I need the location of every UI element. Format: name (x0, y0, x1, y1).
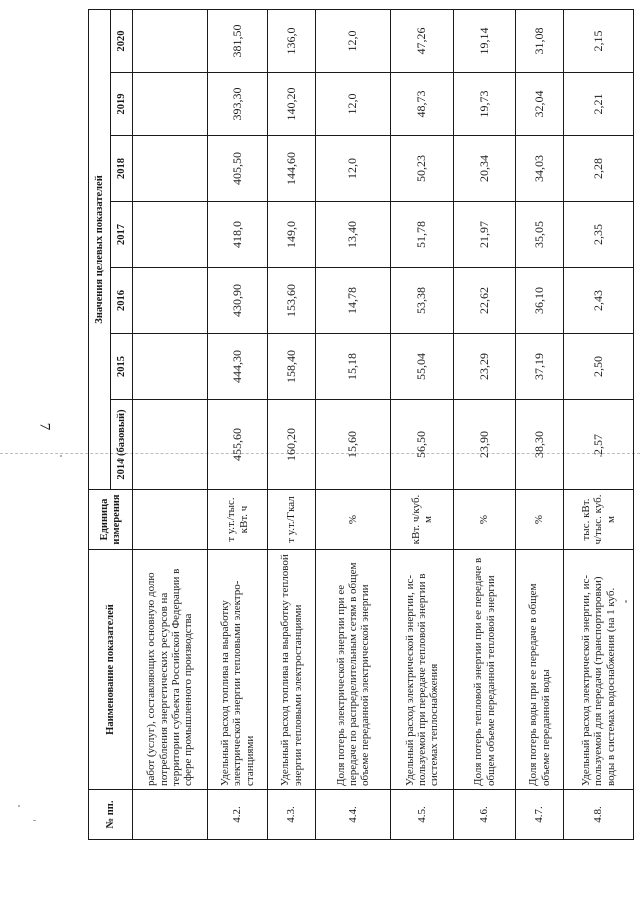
value-cell: 19,14 (454, 9, 516, 72)
value-cell: 2,35 (564, 202, 634, 268)
value-cell: 2,57 (564, 400, 634, 490)
unit-cell: т у.т./тыс. кВт. ч (208, 490, 268, 550)
value-cell: 418,0 (208, 202, 268, 268)
row-number: 4.4. (316, 790, 391, 840)
value-cell: 15,18 (316, 334, 391, 400)
value-cell: 23,29 (454, 334, 516, 400)
value-cell: 393,30 (208, 73, 268, 136)
value-cell: 48,73 (391, 73, 454, 136)
unit-cell: % (454, 490, 516, 550)
header-year: 2016 (111, 268, 133, 334)
header-year: 2019 (111, 73, 133, 136)
table-row (516, 9, 564, 839)
unit-cell: % (316, 490, 391, 550)
indicator-name: Доля потерь тепловой энергии при ее передаче в общем объеме переданной тепловой энергии (454, 550, 516, 790)
row-number: 4.8. (564, 790, 634, 840)
value-cell: 12,0 (316, 73, 391, 136)
row-number: 4.2. (208, 790, 268, 840)
header-num: № пп. (89, 790, 133, 840)
row-number: 4.3. (268, 790, 316, 840)
value-cell (133, 73, 208, 136)
value-cell: 149,0 (268, 202, 316, 268)
row-number: 4.5. (391, 790, 454, 840)
table-row (454, 9, 516, 839)
value-cell: 405,50 (208, 136, 268, 202)
table-row (268, 9, 316, 839)
value-cell: 53,38 (391, 268, 454, 334)
value-cell: 12,0 (316, 9, 391, 72)
value-cell: 144,60 (268, 136, 316, 202)
value-cell: 136,0 (268, 9, 316, 72)
table-row (564, 9, 634, 839)
value-cell: 2,15 (564, 9, 634, 72)
value-cell: 153,60 (268, 268, 316, 334)
value-cell: 455,60 (208, 400, 268, 490)
value-cell: 381,50 (208, 9, 268, 72)
unit-cell: тыс. кВт. ч/тыс. куб. м (564, 490, 634, 550)
header-year: 2020 (111, 9, 133, 72)
value-cell (133, 202, 208, 268)
table-row (208, 9, 268, 839)
indicator-name: Удельный расход топлива на выработку тепловой энергии тепловыми электростанциями (268, 550, 316, 790)
value-cell: 21,97 (454, 202, 516, 268)
value-cell (133, 9, 208, 72)
value-cell: 20,34 (454, 136, 516, 202)
value-cell: 2,50 (564, 334, 634, 400)
value-cell: 12,0 (316, 136, 391, 202)
header-year: 2017 (111, 202, 133, 268)
header-year: 2015 (111, 334, 133, 400)
rotated-table-sheet (88, 10, 633, 840)
page-number: 7 (36, 422, 53, 431)
indicator-name: работ (услуг), составляющих основную долю потребления энергетических ресурсов на территории субъекта Российской Федерации в сфере промышленного производства (133, 550, 208, 790)
table-row (316, 9, 391, 839)
target-indicators-table (88, 9, 634, 840)
value-cell: 23,90 (454, 400, 516, 490)
value-cell: 38,30 (516, 400, 564, 490)
unit-cell: т у.т./Гкал (268, 490, 316, 550)
value-cell: 56,50 (391, 400, 454, 490)
value-cell: 160,20 (268, 400, 316, 490)
value-cell (133, 334, 208, 400)
indicator-name: Доля потерь воды при ее передаче в общем объеме переданной воды (516, 550, 564, 790)
row-number (133, 790, 208, 840)
unit-cell: кВт. ч/куб. м (391, 490, 454, 550)
value-cell (133, 268, 208, 334)
value-cell: 2,21 (564, 73, 634, 136)
indicator-name: Удельный расход электрической энергии, используемой для передачи (транспортировки) воды в системах водоснабжения (на 1 куб. (564, 550, 634, 790)
value-cell: 55,04 (391, 334, 454, 400)
value-cell: 47,26 (391, 9, 454, 72)
row-number: 4.6. (454, 790, 516, 840)
value-cell: 2,43 (564, 268, 634, 334)
value-cell: 430,90 (208, 268, 268, 334)
value-cell: 31,08 (516, 9, 564, 72)
header-year: 2014 (базовый) (111, 400, 133, 490)
value-cell: 19,73 (454, 73, 516, 136)
table-row (133, 9, 208, 839)
value-cell: 51,78 (391, 202, 454, 268)
unit-cell (133, 490, 208, 550)
header-year: 2018 (111, 136, 133, 202)
value-cell: 22,62 (454, 268, 516, 334)
value-cell: 37,19 (516, 334, 564, 400)
table-row (391, 9, 454, 839)
scan-speck (18, 805, 20, 807)
value-cell: 15,60 (316, 400, 391, 490)
value-cell: 35,05 (516, 202, 564, 268)
scan-speck (33, 820, 36, 821)
value-cell (133, 400, 208, 490)
value-cell: 34,03 (516, 136, 564, 202)
unit-cell: % (516, 490, 564, 550)
row-number: 4.7. (516, 790, 564, 840)
header-unit: Единица измерения (89, 490, 133, 550)
value-cell: 158,40 (268, 334, 316, 400)
value-cell: 444,30 (208, 334, 268, 400)
value-cell (133, 136, 208, 202)
indicator-name: Удельный расход электрической энергии, используемой при передаче тепловой энергии в системах теплоснабжения (391, 550, 454, 790)
value-cell: 13,40 (316, 202, 391, 268)
indicator-name: Удельный расход топлива на выработку электрической энергии тепловыми электростанциями (208, 550, 268, 790)
value-cell: 2,28 (564, 136, 634, 202)
value-cell: 14,78 (316, 268, 391, 334)
value-cell: 36,10 (516, 268, 564, 334)
value-cell: 140,20 (268, 73, 316, 136)
header-name: Наименование показателей (89, 550, 133, 790)
indicator-name: Доля потерь электрической энергии при ее передаче по распределительным сетям в общем объеме переданной электрической энергии (316, 550, 391, 790)
header-values-group: Значения целевых показателей (89, 9, 111, 489)
scan-speck (60, 455, 62, 457)
value-cell: 32,04 (516, 73, 564, 136)
value-cell: 50,23 (391, 136, 454, 202)
